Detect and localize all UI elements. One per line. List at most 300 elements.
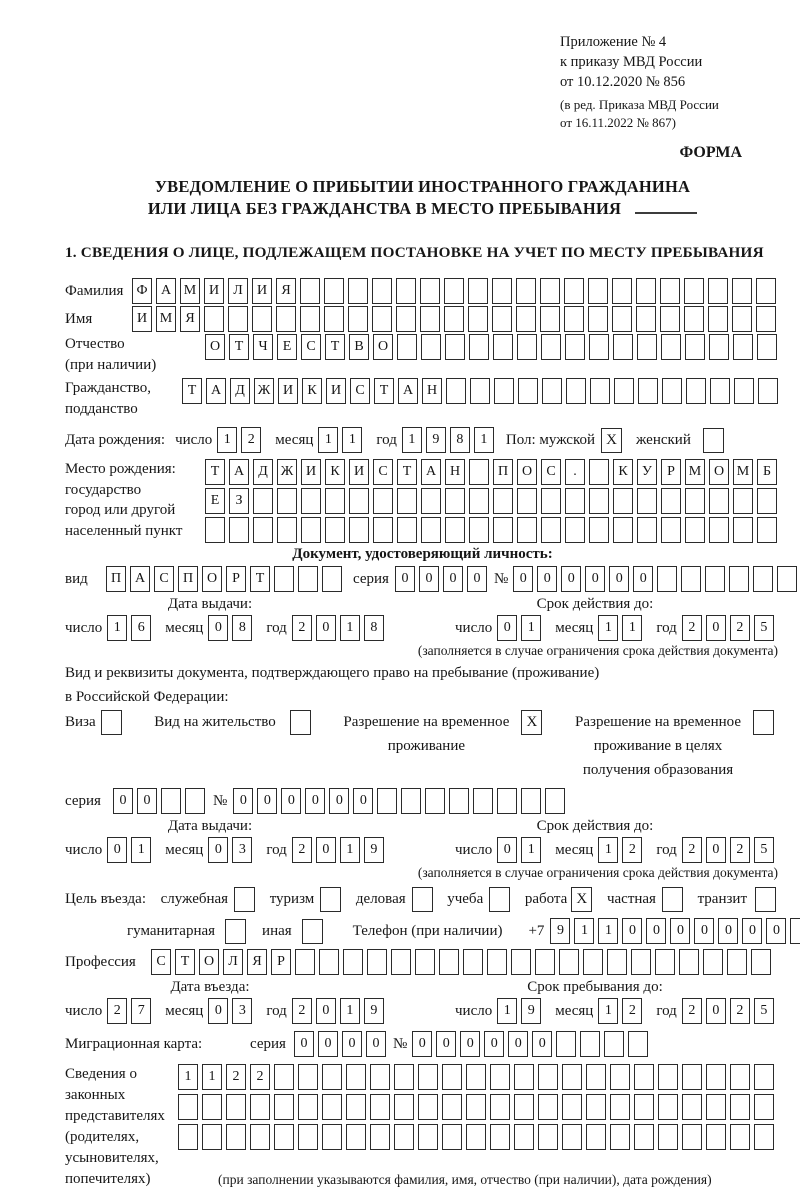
form-cell [301, 488, 321, 514]
representatives-label-line: Сведения о [65, 1066, 137, 1082]
form-cell [732, 306, 752, 332]
form-cell: Я [247, 949, 267, 975]
birth-place-label-line: населенный пункт [65, 522, 183, 539]
form-cell: 0 [208, 615, 228, 641]
form-cell: 2 [682, 615, 702, 641]
month-label: месяц [165, 841, 204, 858]
form-cell: О [199, 949, 219, 975]
form-cell: 0 [107, 837, 127, 863]
form-cell: Д [230, 378, 250, 404]
temp-residence-education-checkbox [753, 710, 774, 735]
form-cell [709, 488, 729, 514]
citizenship-label-line2: подданство [65, 401, 138, 417]
form-cell [298, 1094, 318, 1120]
temp-residence-label-line: Разрешение на временное [343, 714, 510, 730]
form-cell [494, 378, 514, 404]
form-cell [421, 334, 441, 360]
day-label: число [175, 431, 213, 448]
purpose-business-label: деловая [355, 891, 406, 907]
temp-residence-education-label-line: получения образования [582, 762, 734, 778]
appendix-line: к приказу МВД России [560, 54, 703, 70]
day-label: число [455, 619, 493, 636]
form-cell: 2 [730, 837, 750, 863]
form-cell: 0 [316, 837, 336, 863]
form-cell [589, 517, 609, 543]
form-cell [442, 1094, 462, 1120]
form-cell [466, 1124, 486, 1150]
year-label: год [656, 619, 677, 636]
form-cell: М [685, 459, 705, 485]
form-cell: О [205, 334, 225, 360]
form-cell [346, 1064, 366, 1090]
form-cell: Л [223, 949, 243, 975]
entry-day-cells [107, 998, 151, 1024]
form-cell: Б [757, 459, 777, 485]
given-name-label: Имя [65, 310, 93, 327]
form-cell [421, 517, 441, 543]
form-cell [586, 1124, 606, 1150]
doc-issue-day-cells [107, 615, 151, 641]
form-cell: 1 [131, 837, 151, 863]
patronymic-label-line2: (при наличии) [65, 357, 157, 373]
form-cell: 5 [754, 615, 774, 641]
form-cell: Л [228, 278, 248, 304]
form-cell [492, 306, 512, 332]
form-cell: Т [175, 949, 195, 975]
form-cell: У [637, 459, 657, 485]
form-cell: 0 [329, 788, 349, 814]
form-cell: 0 [484, 1031, 504, 1057]
doc-valid-day-cells [497, 615, 541, 641]
form-cell: 0 [718, 918, 738, 944]
migration-card-series-label: серия [250, 1035, 286, 1052]
form-cell [612, 306, 632, 332]
form-cell [753, 566, 773, 592]
form-cell: Р [271, 949, 291, 975]
entry-year-cells [292, 998, 384, 1024]
form-cell: 1 [574, 918, 594, 944]
form-cell [445, 334, 465, 360]
form-cell [517, 517, 537, 543]
form-cell: 0 [513, 566, 533, 592]
form-cell [580, 1031, 600, 1057]
residence-permit-option-label: Вид на жительство [154, 714, 276, 730]
form-cell: 1 [202, 1064, 222, 1090]
form-cell [445, 517, 465, 543]
birth-place-cells-row2 [205, 488, 777, 514]
form-cell [469, 459, 489, 485]
purpose-study-label: учеба [447, 891, 484, 907]
form-cell: 0 [233, 788, 253, 814]
stay-month-cells [598, 998, 642, 1024]
form-cell [634, 1094, 654, 1120]
form-cell: К [613, 459, 633, 485]
form-cell: 0 [419, 566, 439, 592]
form-cell [541, 334, 561, 360]
form-cell: 2 [730, 615, 750, 641]
form-cell: 0 [342, 1031, 362, 1057]
form-cell [589, 334, 609, 360]
form-cell [493, 334, 513, 360]
form-cell [589, 459, 609, 485]
form-cell: З [229, 488, 249, 514]
form-cell [178, 1094, 198, 1120]
form-cell: 0 [670, 918, 690, 944]
form-cell [463, 949, 483, 975]
form-cell: П [493, 459, 513, 485]
form-cell [325, 488, 345, 514]
form-cell [493, 517, 513, 543]
form-cell [397, 334, 417, 360]
form-cell [396, 278, 416, 304]
migration-card-label: Миграционная карта: [65, 1035, 203, 1052]
form-cell [490, 1094, 510, 1120]
month-label: месяц [555, 1002, 594, 1019]
form-cell: 0 [443, 566, 463, 592]
revision-line: от 16.11.2022 № 867) [560, 115, 677, 130]
purpose-business-checkbox [412, 887, 433, 912]
form-cell [449, 788, 469, 814]
form-cell: 5 [754, 998, 774, 1024]
birth-day-cells [217, 427, 261, 453]
form-cell [703, 949, 723, 975]
form-cell [466, 1064, 486, 1090]
form-cell [372, 306, 392, 332]
form-cell [295, 949, 315, 975]
surname-label: Фамилия [65, 282, 124, 299]
form-cell: 0 [646, 918, 666, 944]
appendix-line: от 10.12.2020 № 856 [560, 74, 686, 90]
form-cell [730, 1064, 750, 1090]
form-cell [442, 1064, 462, 1090]
form-cell: Т [182, 378, 202, 404]
form-cell [394, 1124, 414, 1150]
birth-month-cells [318, 427, 362, 453]
form-cell [612, 278, 632, 304]
given-name-cells [132, 306, 776, 332]
form-cell: 1 [340, 998, 360, 1024]
form-cell [228, 306, 248, 332]
entry-date-heading: Дата въезда: [170, 979, 250, 995]
form-cell [751, 949, 771, 975]
form-cell [250, 1124, 270, 1150]
form-cell [754, 1094, 774, 1120]
form-cell: 1 [622, 615, 642, 641]
form-cell [610, 1124, 630, 1150]
form-cell [754, 1124, 774, 1150]
form-cell [185, 788, 205, 814]
form-cell: 7 [131, 998, 151, 1024]
form-cell [733, 517, 753, 543]
form-cell: . [565, 459, 585, 485]
form-cell [706, 1064, 726, 1090]
form-cell [202, 1094, 222, 1120]
stay-doc-valid-month-cells [598, 837, 642, 863]
form-cell [367, 949, 387, 975]
form-cell [322, 1094, 342, 1120]
form-cell [637, 334, 657, 360]
purpose-other-label: иная [262, 922, 292, 939]
form-cell: 0 [208, 998, 228, 1024]
form-cell: И [349, 459, 369, 485]
form-cell [226, 1124, 246, 1150]
purpose-humanitarian-checkbox [225, 919, 246, 944]
stay-doc-series-label: серия [65, 792, 101, 809]
representatives-cells-row3 [178, 1124, 774, 1150]
form-cell: 0 [353, 788, 373, 814]
form-cell [733, 488, 753, 514]
form-cell [613, 334, 633, 360]
form-cell: 1 [342, 427, 362, 453]
form-cell: 2 [682, 998, 702, 1024]
form-cell: С [350, 378, 370, 404]
form-cell [757, 488, 777, 514]
form-cell: А [156, 278, 176, 304]
form-cell: Р [661, 459, 681, 485]
birth-place-cells-row1 [205, 459, 777, 485]
form-cell [229, 517, 249, 543]
form-cell [274, 1094, 294, 1120]
form-cell [586, 1094, 606, 1120]
form-cell: Ж [277, 459, 297, 485]
form-cell [468, 278, 488, 304]
residence-permit-checkbox [290, 710, 311, 735]
form-cell: 5 [754, 837, 774, 863]
form-cell [730, 1124, 750, 1150]
day-label: число [455, 1002, 493, 1019]
form-cell [253, 488, 273, 514]
form-cell: 0 [316, 998, 336, 1024]
form-cell [756, 306, 776, 332]
form-cell: 0 [281, 788, 301, 814]
form-cell [538, 1124, 558, 1150]
form-cell: Т [374, 378, 394, 404]
form-cell [250, 1094, 270, 1120]
form-cell: 0 [497, 615, 517, 641]
form-cell [370, 1094, 390, 1120]
citizenship-label-line1: Гражданство, [65, 380, 152, 396]
form-cell [588, 306, 608, 332]
form-cell [277, 517, 297, 543]
form-cell [661, 517, 681, 543]
form-cell [613, 488, 633, 514]
form-cell: 0 [633, 566, 653, 592]
form-cell: 1 [107, 615, 127, 641]
form-cell: И [132, 306, 152, 332]
form-cell [253, 517, 273, 543]
form-cell: Е [205, 488, 225, 514]
form-cell [322, 566, 342, 592]
form-cell: Ж [254, 378, 274, 404]
form-cell: О [373, 334, 393, 360]
stay-doc-issue-day-cells [107, 837, 151, 863]
form-cell [370, 1124, 390, 1150]
form-cell: И [278, 378, 298, 404]
citizenship-cells [182, 378, 778, 404]
form-cell [589, 488, 609, 514]
form-cell [566, 378, 586, 404]
form-cell [734, 378, 754, 404]
stay-doc-intro-line2: в Российской Федерации: [65, 689, 229, 705]
form-cell [538, 1094, 558, 1120]
form-cell [497, 788, 517, 814]
representatives-label-line: законных [65, 1087, 126, 1103]
month-label: месяц [165, 619, 204, 636]
form-cell: 2 [292, 998, 312, 1024]
purpose-tourism-label: туризм [269, 891, 315, 907]
form-cell [729, 566, 749, 592]
form-cell [372, 278, 392, 304]
form-cell [684, 306, 704, 332]
form-cell [727, 949, 747, 975]
form-cell: Я [276, 278, 296, 304]
form-cell [757, 334, 777, 360]
stay-year-cells [682, 998, 774, 1024]
form-cell [658, 1094, 678, 1120]
form-cell [660, 306, 680, 332]
form-cell [469, 334, 489, 360]
form-cell: М [733, 459, 753, 485]
citizenship-label [65, 378, 182, 420]
form-cell [613, 517, 633, 543]
form-cell [322, 1124, 342, 1150]
form-cell: 0 [537, 566, 557, 592]
form-cell: 0 [706, 998, 726, 1024]
birth-place-label-line: государство [65, 481, 142, 498]
form-cell [373, 517, 393, 543]
form-cell [636, 306, 656, 332]
form-cell [521, 788, 541, 814]
identity-doc-heading: Документ, удостоверяющий личность: [292, 546, 553, 562]
day-label: число [65, 841, 103, 858]
form-cell: П [178, 566, 198, 592]
form-cell [564, 306, 584, 332]
form-cell: 3 [232, 998, 252, 1024]
form-cell: 1 [497, 998, 517, 1024]
visa-option-label: Виза [65, 714, 96, 730]
phone-cells [550, 918, 800, 944]
form-cell [604, 1031, 624, 1057]
form-cell [562, 1094, 582, 1120]
temp-residence-checkbox: X [521, 710, 542, 735]
birth-place-label-line: Место рождения: [65, 461, 176, 477]
form-cell [757, 517, 777, 543]
form-cell [658, 1124, 678, 1150]
form-cell [682, 1094, 702, 1120]
form-cell: Р [226, 566, 246, 592]
form-cell [657, 566, 677, 592]
form-cell: 0 [467, 566, 487, 592]
form-cell [565, 517, 585, 543]
form-cell [545, 788, 565, 814]
form-cell [636, 278, 656, 304]
form-cell [490, 1124, 510, 1150]
doc-kind-label: вид [65, 570, 88, 587]
form-cell [637, 488, 657, 514]
form-cell: 0 [706, 837, 726, 863]
doc-kind-cells [106, 566, 342, 592]
form-cell [556, 1031, 576, 1057]
form-cell: Д [253, 459, 273, 485]
form-cell: К [302, 378, 322, 404]
form-cell [300, 306, 320, 332]
birth-place-label-line: город или другой [65, 502, 176, 518]
form-cell: 1 [598, 998, 618, 1024]
birth-place-label [65, 459, 205, 541]
form-cell: 2 [622, 837, 642, 863]
form-cell: 8 [232, 615, 252, 641]
form-cell: О [517, 459, 537, 485]
doc-number-label: № [493, 570, 509, 587]
form-cell: Я [180, 306, 200, 332]
form-cell: Т [250, 566, 270, 592]
birth-year-cells [402, 427, 494, 453]
form-cell [492, 278, 512, 304]
month-label: месяц [555, 841, 594, 858]
form-cell [685, 517, 705, 543]
form-cell: И [204, 278, 224, 304]
form-cell [565, 488, 585, 514]
form-cell [732, 278, 752, 304]
form-cell [682, 1064, 702, 1090]
form-cell: 0 [609, 566, 629, 592]
stay-doc-series-cells [113, 788, 205, 814]
year-label: год [656, 841, 677, 858]
phone-prefix: +7 [528, 922, 545, 939]
form-cell [514, 1064, 534, 1090]
form-cell: 0 [305, 788, 325, 814]
stay-doc-issue-month-cells [208, 837, 252, 863]
appendix-line: Приложение № 4 [560, 34, 667, 50]
form-cell: 0 [257, 788, 277, 814]
form-cell [425, 788, 445, 814]
form-cell [349, 517, 369, 543]
form-cell [638, 378, 658, 404]
form-cell [205, 517, 225, 543]
form-cell: К [325, 459, 345, 485]
form-cell [517, 334, 537, 360]
year-label: год [376, 431, 397, 448]
form-cell [442, 1124, 462, 1150]
form-cell: 2 [730, 998, 750, 1024]
form-cell [586, 1064, 606, 1090]
birth-place-cells-row3 [205, 517, 777, 543]
form-cell [298, 566, 318, 592]
form-cell [178, 1124, 198, 1150]
form-cell [777, 566, 797, 592]
stay-doc-intro-line1: Вид и реквизиты документа, подтверждающего право на пребывание (проживание) [65, 665, 600, 681]
form-cell [348, 278, 368, 304]
migration-card-number-label: № [392, 1035, 408, 1052]
patronymic-label [65, 334, 205, 376]
form-cell: 0 [318, 1031, 338, 1057]
form-cell [708, 306, 728, 332]
form-cell [538, 1064, 558, 1090]
form-cell [517, 488, 537, 514]
form-cell: 1 [402, 427, 422, 453]
form-cell [634, 1064, 654, 1090]
profession-label: Профессия [65, 953, 136, 970]
form-cell: О [202, 566, 222, 592]
form-cell [373, 488, 393, 514]
form-cell: И [252, 278, 272, 304]
representatives-label-line: (родителях, [65, 1129, 140, 1145]
form-cell [562, 1124, 582, 1150]
form-cell [607, 949, 627, 975]
form-cell [535, 949, 555, 975]
form-cell: 9 [521, 998, 541, 1024]
form-cell: 0 [508, 1031, 528, 1057]
